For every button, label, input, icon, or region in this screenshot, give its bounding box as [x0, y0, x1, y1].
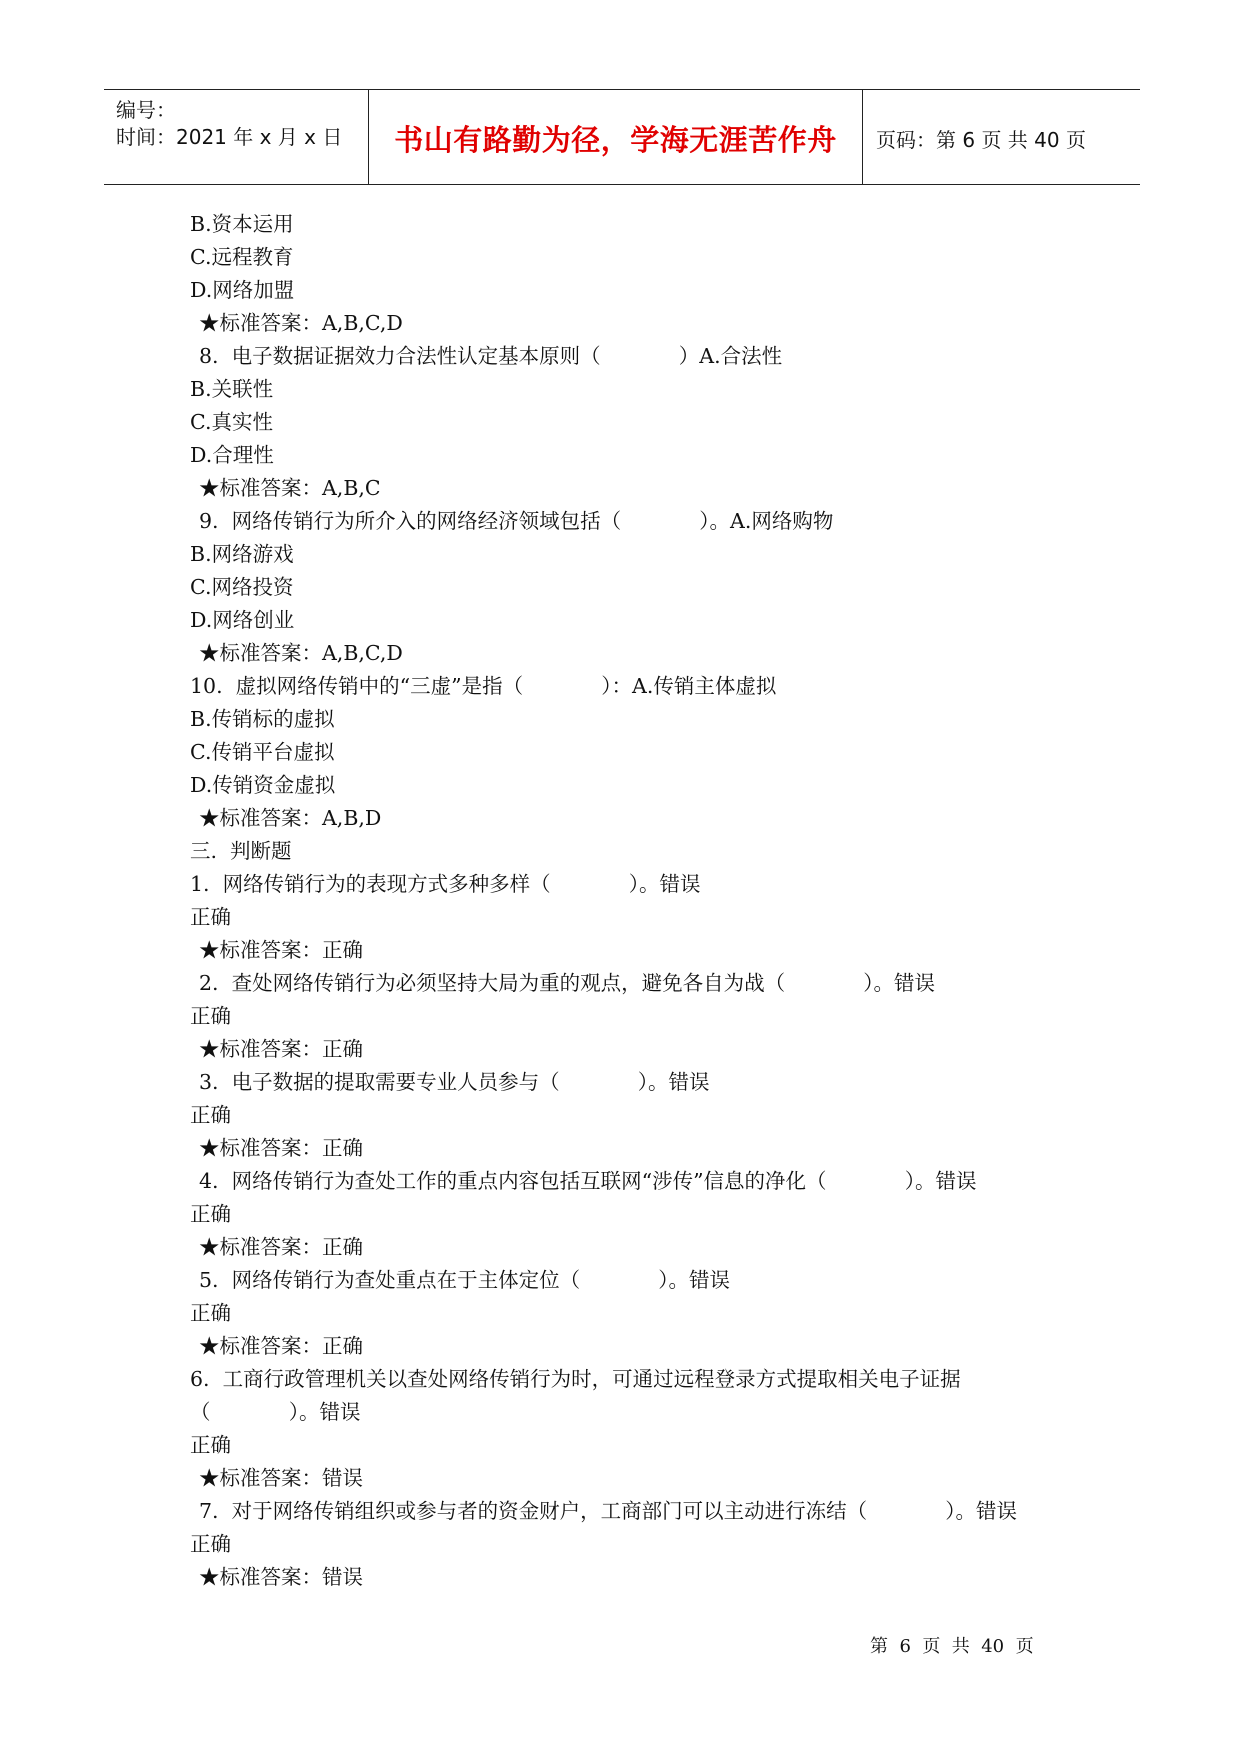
time-label: 时间：2021 年 x 月 x 日 [116, 125, 343, 149]
number-label: 编号： [116, 98, 176, 122]
answer-line: ★标准答案：错误 [199, 1466, 363, 1490]
question-line: 8. 电子数据证据效力合法性认定基本原则（ ）A.合法性 [199, 344, 783, 368]
answer-line: ★标准答案：正确 [199, 1037, 363, 1061]
question-line: 4. 网络传销行为查处工作的重点内容包括互联网“涉传”信息的净化（ ）。错误 [199, 1169, 977, 1193]
question-line: 7. 对于网络传销组织或参与者的资金财户，工商部门可以主动进行冻结（ ）。错误 [199, 1499, 1018, 1523]
answer-line: ★标准答案：正确 [199, 938, 363, 962]
answer-line: ★标准答案：A,B,C,D [199, 311, 403, 335]
question-line: 正确 [190, 1202, 231, 1226]
page-footer: 第 6 页 共 40 页 [870, 1636, 1034, 1657]
question-line: 正确 [190, 1004, 231, 1028]
question-line: B.关联性 [190, 377, 274, 401]
answer-line: ★标准答案：正确 [199, 1334, 363, 1358]
question-line: （ ）。错误 [190, 1400, 361, 1424]
answer-line: ★标准答案：A,B,D [199, 806, 382, 830]
question-line: 正确 [190, 1532, 231, 1556]
question-line: D.传销资金虚拟 [190, 773, 336, 797]
question-line: C.传销平台虚拟 [190, 740, 335, 764]
question-line: 正确 [190, 905, 231, 929]
question-line: C.网络投资 [190, 575, 294, 599]
question-line: 10. 虚拟网络传销中的“三虚”是指（ ）：A.传销主体虚拟 [190, 674, 777, 698]
header-middle-cell [369, 90, 863, 184]
question-line: 5. 网络传销行为查处重点在于主体定位（ ）。错误 [199, 1268, 731, 1292]
question-line: D.网络创业 [190, 608, 295, 632]
document-header [104, 89, 1140, 185]
question-line: B.传销标的虚拟 [190, 707, 335, 731]
question-line: 正确 [190, 1433, 231, 1457]
question-line: 正确 [190, 1301, 231, 1325]
question-line: 3. 电子数据的提取需要专业人员参与（ ）。错误 [199, 1070, 710, 1094]
answer-line: ★标准答案：错误 [199, 1565, 363, 1589]
document-body [190, 208, 1070, 1594]
header-right-cell [863, 90, 1140, 184]
question-line: 2. 查处网络传销行为必须坚持大局为重的观点，避免各自为战（ ）。错误 [199, 971, 936, 995]
question-line: 9. 网络传销行为所介入的网络经济领域包括（ ）。A.网络购物 [199, 509, 834, 533]
question-line: B.网络游戏 [190, 542, 294, 566]
answer-line: ★标准答案：正确 [199, 1136, 363, 1160]
answer-line: ★标准答案：A,B,C,D [199, 641, 403, 665]
answer-line: ★标准答案：正确 [199, 1235, 363, 1259]
page-label: 页码：第 6 页 共 40 页 [876, 128, 1086, 152]
question-line: 正确 [190, 1103, 231, 1127]
question-line: 1. 网络传销行为的表现方式多种多样（ ）。错误 [190, 872, 701, 896]
question-line: D.网络加盟 [190, 278, 295, 302]
question-line: 三. 判断题 [190, 839, 292, 863]
question-line: D.合理性 [190, 443, 274, 467]
header-motto: 书山有路勤为径，学海无涯苦作舟 [394, 123, 837, 157]
answer-line: ★标准答案：A,B,C [199, 476, 381, 500]
header-left-cell [104, 90, 369, 184]
question-line: 6. 工商行政管理机关以查处网络传销行为时，可通过远程登录方式提取相关电子证据 [190, 1367, 961, 1391]
question-line: C.真实性 [190, 410, 273, 434]
question-line: B.资本运用 [190, 212, 294, 236]
question-line: C.远程教育 [190, 245, 294, 269]
